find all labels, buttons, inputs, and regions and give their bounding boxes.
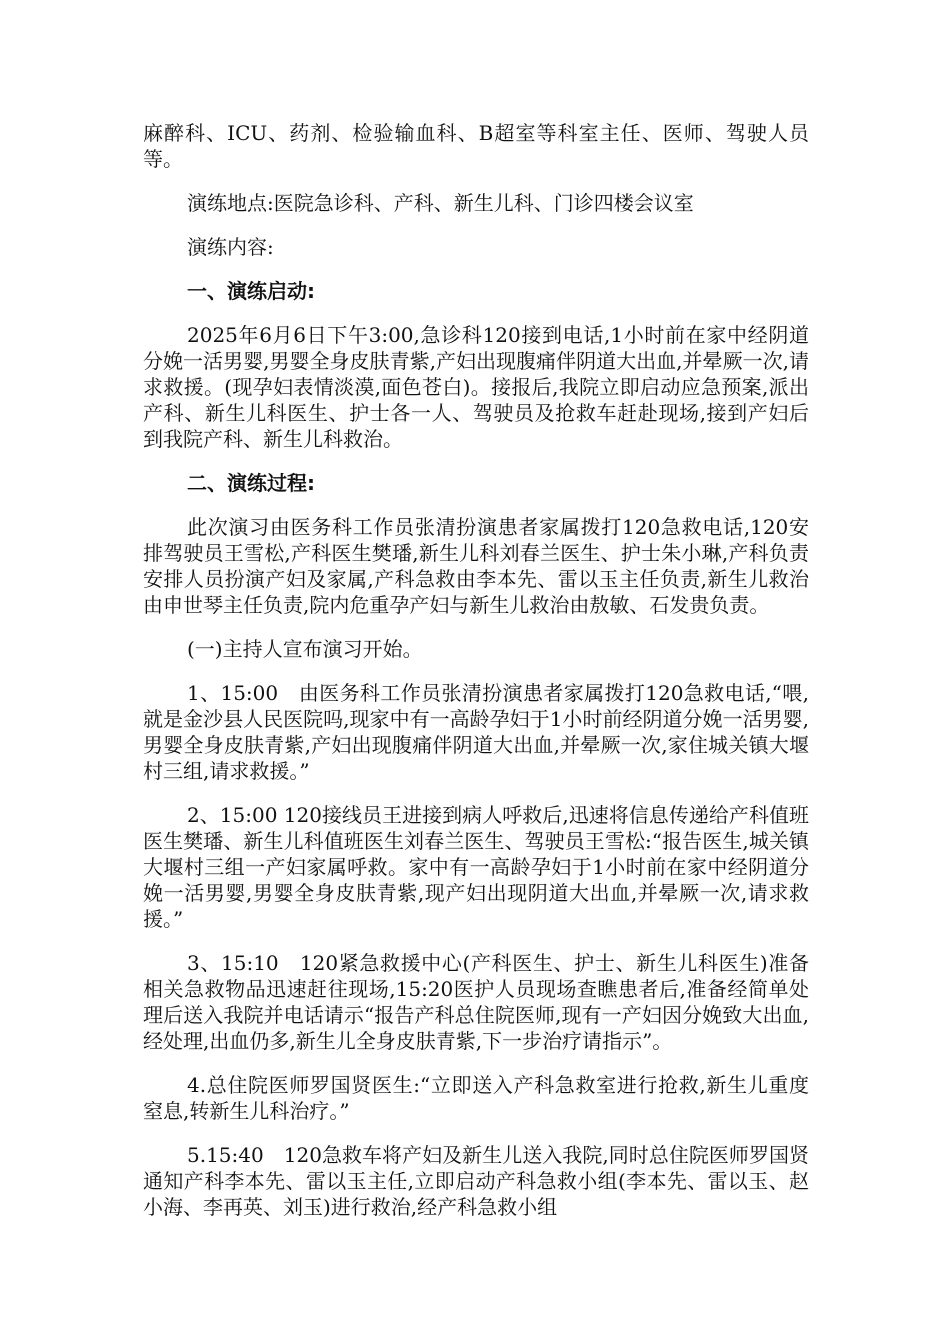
section-heading-process: 二、演练过程: (187, 471, 315, 495)
participants-continuation: 麻醉科、ICU、药剂、检验输血科、B超室等科室主任、医师、驾驶人员等。 (143, 121, 809, 171)
step-1-paragraph: 1、15:00 由医务科工作员张清扮演患者家属拨打120急救电话,“喂,就是金沙县人民医院吗,现家中有一高龄孕妇于1小时前经阴道分娩一活男婴,男婴全身皮肤青紫,产妇出现腹痛伴阴道大出血,并晕厥一次,家住城关镇大堰村三组,请求救援。” (143, 681, 809, 783)
step-2-paragraph: 2、15:00 120接线员王进接到病人呼救后,迅速将信息传递给产科值班医生樊璠、新生儿科值班医生刘春兰医生、驾驶员王雪松:“报告医生,城关镇大堰村三组一产妇家属呼救。家中有一高龄孕妇于1小时前在家中经阴道分娩一活男婴,男婴全身皮肤青紫,现产妇出现阴道大出血,并晕厥一次,请求救援。” (143, 803, 809, 931)
drill-start-paragraph: 2025年6月6日下午3:00,急诊科120接到电话,1小时前在家中经阴道分娩一活男婴,男婴全身皮肤青紫,产妇出现腹痛伴阴道大出血,并晕厥一次,请求救援。(现孕妇表情淡漠,面色苍白)。接报后,我院立即启动应急预案,派出产科、新生儿科医生、护士各一人、驾驶员及抢救车赶赴现场,接到产妇后到我院产科、新生儿科救治。 (143, 323, 809, 451)
document-body (143, 120, 809, 1238)
drill-roles-paragraph: 此次演习由医务科工作员张清扮演患者家属拨打120急救电话,120安排驾驶员王雪松,产科医生樊璠,新生儿科刘春兰医生、护士朱小琳,产科负责安排人员扮演产妇及家属,产科急救由李本先、雷以玉主任负责,新生儿救治由申世琴主任负责,院内危重孕产妇与新生儿救治由敖敏、石发贵负责。 (143, 515, 809, 617)
step-3-paragraph: 3、15:10 120紧急救援中心(产科医生、护士、新生儿科医生)准备相关急救物品迅速赶往现场,15:20医护人员现场查瞧患者后,准备经简单处理后送入我院并电话请示“报告产科总住院医师,现有一产妇因分娩致大出血,经处理,出血仍多,新生儿全身皮肤青紫,下一步治疗请指示”。 (143, 951, 809, 1053)
step-4-paragraph: 4.总住院医师罗国贤医生:“立即送入产科急救室进行抢救,新生儿重度窒息,转新生儿科治疗。” (143, 1073, 809, 1123)
drill-location: 演练地点:医院急诊科、产科、新生儿科、门诊四楼会议室 (187, 191, 694, 215)
section-heading-start: 一、演练启动: (187, 279, 315, 303)
drill-content-label: 演练内容: (187, 235, 274, 259)
step-5-paragraph: 5.15:40 120急救车将产妇及新生儿送入我院,同时总住院医师罗国贤通知产科李本先、雷以玉主任,立即启动产科急救小组(李本先、雷以玉、赵小海、李再英、刘玉)进行救治,经产科急救小组 (143, 1143, 809, 1219)
host-announcement: (一)主持人宣布演习开始。 (187, 637, 423, 661)
